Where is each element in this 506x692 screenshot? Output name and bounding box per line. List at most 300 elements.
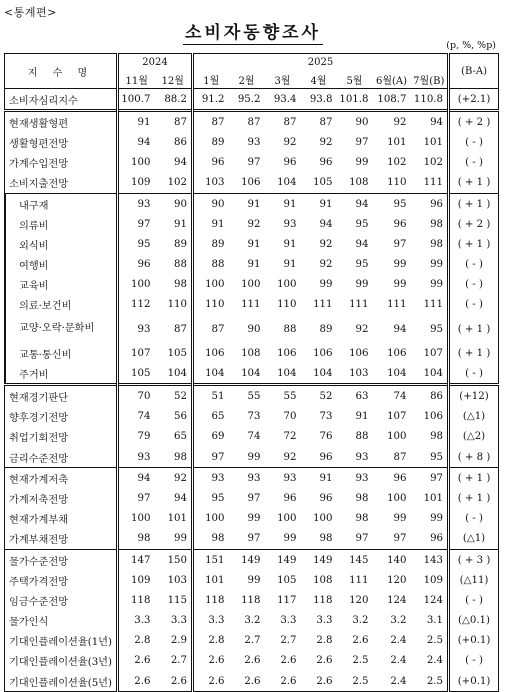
row-label: 현재경기판단 xyxy=(5,385,118,407)
month-header: 2월 xyxy=(229,71,265,89)
value-cell: 109 xyxy=(118,173,155,194)
value-cell: 93 xyxy=(355,451,369,463)
diff-cell: (△2) xyxy=(449,427,499,447)
diff-cell: ( - ) xyxy=(449,153,499,173)
diff-cell: ( - ) xyxy=(449,295,499,315)
value-cell: 100 xyxy=(118,275,155,295)
value-cell: 97 xyxy=(355,533,369,545)
value-cell: 97 xyxy=(118,488,155,508)
value-cell: 95 xyxy=(118,234,155,254)
value-cell: 99 xyxy=(319,279,333,291)
value-cell: 91 xyxy=(283,238,297,250)
value-cell: 91 xyxy=(301,468,337,489)
value-cell: 92 xyxy=(319,238,333,250)
value-cell: 99 xyxy=(247,513,261,525)
value-cell: 2.8 xyxy=(193,631,229,651)
title-text: 소비자동향조사 xyxy=(185,23,321,43)
table-row xyxy=(5,295,499,315)
value-cell: 101 xyxy=(167,513,188,525)
value-cell: 93 xyxy=(193,468,229,489)
value-cell: 117 xyxy=(277,594,297,606)
value-cell: 95 xyxy=(193,488,229,508)
diff-cell: ( - ) xyxy=(449,590,499,610)
value-cell: 118 xyxy=(241,594,261,606)
value-cell: 97 xyxy=(247,533,261,545)
value-cell: 89 xyxy=(193,132,229,152)
row-label: 가계수입전망 xyxy=(5,153,118,173)
row-label: 물가인식 xyxy=(5,611,118,631)
value-cell: 88 xyxy=(355,431,369,443)
table-row xyxy=(5,671,499,692)
value-cell: 140 xyxy=(373,549,411,570)
value-cell: 72 xyxy=(283,431,297,443)
value-cell: 94 xyxy=(118,468,155,489)
row-label: 현재생활형편 xyxy=(5,111,118,133)
value-cell: 91 xyxy=(174,218,188,230)
value-cell: 124 xyxy=(423,594,444,606)
value-cell: 100 xyxy=(118,153,155,173)
value-cell: 76 xyxy=(319,431,333,443)
value-cell: 91.2 xyxy=(193,89,229,111)
value-cell: 90 xyxy=(193,193,229,214)
row-label: 교육비 xyxy=(5,275,118,295)
value-cell: 104 xyxy=(167,367,188,379)
value-cell: 105 xyxy=(167,347,188,359)
value-cell: 91 xyxy=(283,259,297,271)
value-cell: 102 xyxy=(387,157,407,169)
row-label: 외식비 xyxy=(5,234,118,254)
row-label: 취업기회전망 xyxy=(5,427,118,447)
value-cell: 92 xyxy=(155,468,193,489)
table-row xyxy=(5,447,499,468)
value-cell: 102 xyxy=(167,177,188,189)
table-row xyxy=(5,153,499,173)
value-cell: 56 xyxy=(174,411,188,423)
value-cell: 87 xyxy=(193,111,229,133)
value-cell: 147 xyxy=(118,549,155,570)
value-cell: 3.2 xyxy=(244,615,261,627)
diff-cell: ( + 1 ) xyxy=(449,173,499,194)
diff-cell: ( - ) xyxy=(449,509,499,529)
row-label: 가계저축전망 xyxy=(5,488,118,508)
value-cell: 95.2 xyxy=(237,93,261,105)
month-header: 11월 xyxy=(118,71,155,89)
value-cell: 108 xyxy=(349,177,369,189)
diff-cell: ( - ) xyxy=(449,132,499,152)
value-cell: 98 xyxy=(430,238,444,250)
value-cell: 110 xyxy=(277,299,297,311)
value-cell: 2.8 xyxy=(316,635,333,647)
value-cell: 98 xyxy=(174,451,188,463)
value-cell: 99 xyxy=(393,279,407,291)
diff-cell: (+12) xyxy=(449,385,499,407)
value-cell: 3.3 xyxy=(170,615,188,627)
value-cell: 87 xyxy=(229,111,265,133)
value-cell: 101 xyxy=(387,136,407,148)
diff-header: (B-A) xyxy=(449,54,499,89)
table-body xyxy=(5,89,499,692)
value-cell: 100.7 xyxy=(118,89,155,111)
value-cell: 99 xyxy=(430,279,444,291)
value-cell: 99 xyxy=(247,574,261,586)
value-cell: 97 xyxy=(193,447,229,468)
table-row xyxy=(5,468,499,489)
value-cell: 3.3 xyxy=(193,611,229,631)
value-cell: 99 xyxy=(174,533,188,545)
value-cell: 97 xyxy=(355,136,369,148)
value-cell: 94 xyxy=(319,218,333,230)
value-cell: 100 xyxy=(387,431,407,443)
value-cell: 2.6 xyxy=(316,655,333,667)
value-cell: 97 xyxy=(411,468,449,489)
value-cell: 65 xyxy=(193,407,229,427)
table-row xyxy=(5,529,499,550)
value-cell: 86 xyxy=(174,136,188,148)
value-cell: 87 xyxy=(193,315,229,343)
value-cell: 96 xyxy=(430,533,444,545)
value-cell: 100 xyxy=(193,275,229,295)
value-cell: 100 xyxy=(277,279,297,291)
value-cell: 2.7 xyxy=(170,655,188,667)
value-cell: 90 xyxy=(247,323,261,335)
value-cell: 94 xyxy=(393,323,407,335)
value-cell: 2.6 xyxy=(118,671,155,692)
value-cell: 92 xyxy=(319,136,333,148)
value-cell: 2.6 xyxy=(244,655,261,667)
value-cell: 99 xyxy=(393,259,407,271)
value-cell: 105 xyxy=(313,177,333,189)
table-row xyxy=(5,214,499,234)
diff-cell: (△1) xyxy=(449,529,499,550)
value-cell: 149 xyxy=(301,549,337,570)
survey-table xyxy=(4,53,499,692)
value-cell: 97 xyxy=(118,214,155,234)
value-cell: 87 xyxy=(155,111,193,133)
value-cell: 103 xyxy=(193,173,229,194)
value-cell: 3.3 xyxy=(118,611,155,631)
table-row xyxy=(5,570,499,590)
value-cell: 87 xyxy=(265,111,301,133)
value-cell: 2.7 xyxy=(244,635,261,647)
month-header: 5월 xyxy=(337,71,373,89)
month-header: 7월(B) xyxy=(411,71,449,89)
value-cell: 145 xyxy=(337,549,373,570)
value-cell: 92 xyxy=(319,259,333,271)
month-header: 12월 xyxy=(155,71,193,89)
table-row xyxy=(5,509,499,529)
row-label: 현재가계부채 xyxy=(5,509,118,529)
value-cell: 150 xyxy=(155,549,193,570)
value-cell: 93 xyxy=(247,136,261,148)
value-cell: 89 xyxy=(319,323,333,335)
value-cell: 96 xyxy=(411,193,449,214)
table-row xyxy=(5,111,499,133)
row-label: 향후경기전망 xyxy=(5,407,118,427)
value-cell: 88 xyxy=(283,323,297,335)
value-cell: 94 xyxy=(411,111,449,133)
value-cell: 2.5 xyxy=(426,635,444,647)
value-cell: 101.8 xyxy=(339,93,369,105)
indicator-header: 지 수 명 xyxy=(5,54,118,89)
row-label: 기대인플레이션율(5년) xyxy=(5,671,118,692)
table-row xyxy=(5,611,499,631)
diff-cell: ( + 1 ) xyxy=(449,468,499,489)
value-cell: 100 xyxy=(313,513,333,525)
year-2025-header: 2025 xyxy=(193,54,449,72)
row-label: 생활형편전망 xyxy=(5,132,118,152)
value-cell: 93 xyxy=(118,193,155,214)
value-cell: 99 xyxy=(430,513,444,525)
diff-cell: ( + 8 ) xyxy=(449,447,499,468)
value-cell: 104 xyxy=(277,177,297,189)
value-cell: 55 xyxy=(229,385,265,407)
value-cell: 104 xyxy=(313,367,333,379)
value-cell: 86 xyxy=(411,385,449,407)
value-cell: 100 xyxy=(193,509,229,529)
table-row xyxy=(5,132,499,152)
diff-cell: (△11) xyxy=(449,570,499,590)
table-row xyxy=(5,385,499,407)
value-cell: 110 xyxy=(387,177,407,189)
diff-cell: ( + 1 ) xyxy=(449,234,499,254)
value-cell: 106 xyxy=(241,177,261,189)
diff-cell: ( + 1 ) xyxy=(449,343,499,363)
value-cell: 2.5 xyxy=(337,671,373,692)
value-cell: 110 xyxy=(193,295,229,315)
value-cell: 95 xyxy=(430,323,444,335)
value-cell: 115 xyxy=(167,594,188,606)
value-cell: 104 xyxy=(277,367,297,379)
value-cell: 91 xyxy=(247,238,261,250)
value-cell: 111 xyxy=(423,177,444,189)
value-cell: 2.8 xyxy=(118,631,155,651)
value-cell: 87 xyxy=(393,451,407,463)
value-cell: 104 xyxy=(387,367,407,379)
value-cell: 51 xyxy=(193,385,229,407)
value-cell: 2.6 xyxy=(193,671,229,692)
row-label: 금리수준전망 xyxy=(5,447,118,468)
value-cell: 94 xyxy=(118,132,155,152)
value-cell: 52 xyxy=(301,385,337,407)
value-cell: 89 xyxy=(174,238,188,250)
diff-cell: (+0.1) xyxy=(449,631,499,651)
value-cell: 63 xyxy=(337,385,373,407)
value-cell: 118 xyxy=(313,594,333,606)
value-cell: 101 xyxy=(423,492,444,504)
value-cell: 107 xyxy=(423,347,444,359)
value-cell: 101 xyxy=(193,570,229,590)
row-label: 기대인플레이션율(3년) xyxy=(5,651,118,671)
table-row xyxy=(5,488,499,508)
value-cell: 100 xyxy=(241,279,261,291)
value-cell: 110.8 xyxy=(413,93,444,105)
value-cell: 104 xyxy=(423,367,444,379)
month-header: 6월(A) xyxy=(373,71,411,89)
value-cell: 3.2 xyxy=(390,615,407,627)
value-cell: 3.1 xyxy=(426,615,444,627)
diff-cell: ( + 1 ) xyxy=(449,315,499,343)
value-cell: 99 xyxy=(283,533,297,545)
value-cell: 94 xyxy=(174,492,188,504)
value-cell: 99 xyxy=(355,157,369,169)
value-cell: 111 xyxy=(241,299,261,311)
value-cell: 2.6 xyxy=(118,651,155,671)
value-cell: 98 xyxy=(193,529,229,550)
value-cell: 149 xyxy=(229,549,265,570)
value-cell: 106 xyxy=(423,411,444,423)
value-cell: 105 xyxy=(277,574,297,586)
value-cell: 92 xyxy=(283,136,297,148)
value-cell: 95 xyxy=(355,259,369,271)
value-cell: 143 xyxy=(411,549,449,570)
value-cell: 124 xyxy=(387,594,407,606)
diff-cell: ( - ) xyxy=(449,651,499,671)
month-header: 1월 xyxy=(193,71,229,89)
month-header: 3월 xyxy=(265,71,301,89)
value-cell: 70 xyxy=(118,385,155,407)
value-cell: 96 xyxy=(283,157,297,169)
value-cell: 2.6 xyxy=(352,635,369,647)
value-cell: 98 xyxy=(174,279,188,291)
row-label: 주거비 xyxy=(5,363,118,385)
value-cell: 98 xyxy=(430,431,444,443)
value-cell: 87 xyxy=(174,323,188,335)
value-cell: 3.2 xyxy=(352,615,369,627)
value-cell: 90 xyxy=(155,193,193,214)
value-cell: 99 xyxy=(247,451,261,463)
value-cell: 120 xyxy=(387,574,407,586)
value-cell: 100 xyxy=(277,513,297,525)
value-cell: 73 xyxy=(247,411,261,423)
table-row xyxy=(5,407,499,427)
value-cell: 2.4 xyxy=(373,671,411,692)
value-cell: 98 xyxy=(355,492,369,504)
value-cell: 111 xyxy=(313,299,333,311)
diff-cell: ( - ) xyxy=(449,255,499,275)
value-cell: 96 xyxy=(193,153,229,173)
value-cell: 118 xyxy=(193,590,229,610)
diff-cell: ( + 1 ) xyxy=(449,193,499,214)
value-cell: 74 xyxy=(373,385,411,407)
value-cell: 2.6 xyxy=(193,651,229,671)
value-cell: 106 xyxy=(277,347,297,359)
value-cell: 88 xyxy=(193,255,229,275)
value-cell: 111 xyxy=(349,574,369,586)
value-cell: 102 xyxy=(423,157,444,169)
value-cell: 91 xyxy=(229,193,265,214)
value-cell: 73 xyxy=(319,411,333,423)
table-row xyxy=(5,173,499,194)
year-2024-header: 2024 xyxy=(118,54,193,72)
value-cell: 92 xyxy=(373,111,411,133)
value-cell: 88.2 xyxy=(164,93,188,105)
value-cell: 108.7 xyxy=(377,93,407,105)
value-cell: 151 xyxy=(193,549,229,570)
value-cell: 97 xyxy=(247,157,261,169)
value-cell: 106 xyxy=(193,343,229,363)
value-cell: 111 xyxy=(349,299,369,311)
value-cell: 93 xyxy=(283,218,297,230)
value-cell: 103 xyxy=(167,574,188,586)
value-cell: 98 xyxy=(118,529,155,550)
row-label: 현재가계저축 xyxy=(5,468,118,489)
value-cell: 65 xyxy=(174,431,188,443)
value-cell: 91 xyxy=(247,259,261,271)
value-cell: 93.4 xyxy=(273,93,297,105)
value-cell: 2.6 xyxy=(265,671,301,692)
value-cell: 93 xyxy=(337,468,373,489)
diff-cell: ( + 2 ) xyxy=(449,111,499,133)
value-cell: 96 xyxy=(393,218,407,230)
value-cell: 104 xyxy=(193,363,229,385)
value-cell: 88 xyxy=(174,259,188,271)
value-cell: 97 xyxy=(393,238,407,250)
diff-cell: ( + 1 ) xyxy=(449,488,499,508)
value-cell: 2.4 xyxy=(390,655,407,667)
diff-cell: (+0.1) xyxy=(449,671,499,692)
table-row xyxy=(5,631,499,651)
table-row xyxy=(5,363,499,385)
value-cell: 94 xyxy=(337,193,373,214)
value-cell: 108 xyxy=(313,574,333,586)
row-label: 임금수준전망 xyxy=(5,590,118,610)
value-cell: 96 xyxy=(373,468,411,489)
row-label: 기대인플레이션율(1년) xyxy=(5,631,118,651)
value-cell: 70 xyxy=(283,411,297,423)
value-cell: 3.3 xyxy=(316,615,333,627)
value-cell: 149 xyxy=(265,549,301,570)
value-cell: 91 xyxy=(355,411,369,423)
table-row xyxy=(5,315,499,343)
value-cell: 96 xyxy=(283,492,297,504)
value-cell: 91 xyxy=(118,111,155,133)
value-cell: 91 xyxy=(301,193,337,214)
value-cell: 92 xyxy=(247,218,261,230)
value-cell: 92 xyxy=(283,451,297,463)
value-cell: 95 xyxy=(430,451,444,463)
value-cell: 99 xyxy=(430,259,444,271)
value-cell: 112 xyxy=(118,295,155,315)
value-cell: 107 xyxy=(387,411,407,423)
row-label: 의료·보건비 xyxy=(5,295,118,315)
diff-cell: (+2.1) xyxy=(449,89,499,111)
value-cell: 92 xyxy=(355,323,369,335)
month-header: 4월 xyxy=(301,71,337,89)
value-cell: 95 xyxy=(355,218,369,230)
value-cell: 2.9 xyxy=(170,635,188,647)
value-cell: 2.6 xyxy=(301,671,337,692)
value-cell: 93.8 xyxy=(309,93,333,105)
value-cell: 101 xyxy=(423,136,444,148)
table-row xyxy=(5,549,499,570)
value-cell: 118 xyxy=(118,590,155,610)
value-cell: 52 xyxy=(155,385,193,407)
page-title xyxy=(0,18,506,43)
value-cell: 96 xyxy=(319,492,333,504)
value-cell: 2.6 xyxy=(155,671,193,692)
value-cell: 104 xyxy=(241,367,261,379)
value-cell: 111 xyxy=(387,299,407,311)
value-cell: 93 xyxy=(118,315,155,343)
table-row xyxy=(5,651,499,671)
value-cell: 96 xyxy=(319,157,333,169)
row-label: 소비지출전망 xyxy=(5,173,118,194)
value-cell: 108 xyxy=(241,347,261,359)
diff-cell: ( + 3 ) xyxy=(449,549,499,570)
value-cell: 2.7 xyxy=(280,635,297,647)
value-cell: 94 xyxy=(174,157,188,169)
value-cell: 99 xyxy=(355,279,369,291)
